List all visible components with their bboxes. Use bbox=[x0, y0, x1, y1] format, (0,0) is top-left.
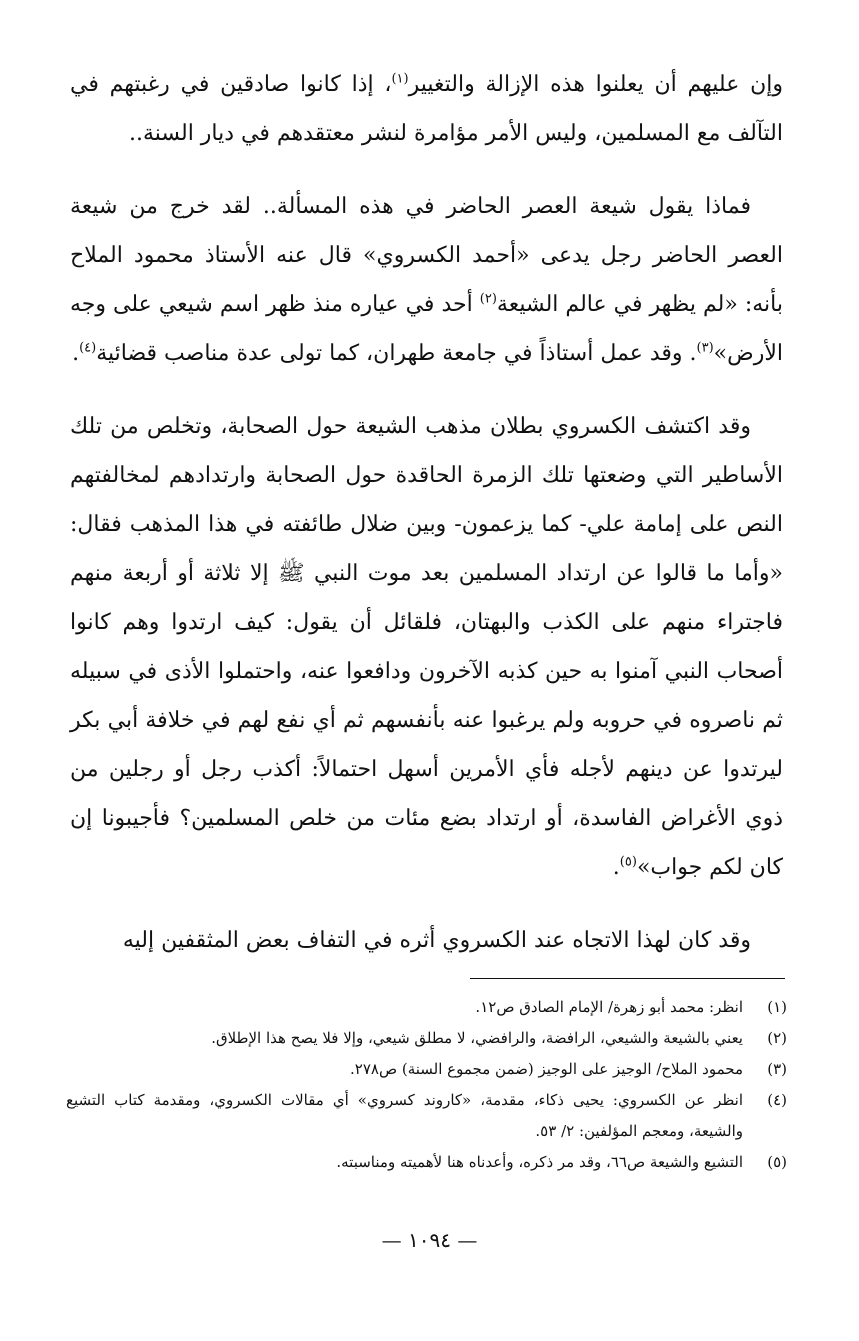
footnote-reference: (٣) bbox=[696, 340, 714, 356]
footnote-text: التشيع والشيعة ص٦٦، وقد مر ذكره، وأعدناه هنا لأهميته ومناسبته. bbox=[336, 1153, 743, 1171]
paragraph-text: . bbox=[612, 855, 620, 880]
footnote-number: (١) bbox=[767, 998, 787, 1016]
paragraph-text: . وقد عمل أستاذاً في جامعة طهران، كما تولى عدة مناصب قضائية bbox=[96, 341, 697, 366]
footnote-item bbox=[66, 992, 787, 1023]
footnotes bbox=[66, 992, 787, 1178]
footnote-number: (٢) bbox=[767, 1029, 787, 1047]
footnote-text: انظر عن الكسروي: يحيى ذكاء، مقدمة، «كاروند كسروي» أي مقالات الكسروي، ومقدمة كتاب التشيع والشيعة، ومعجم المؤلفين: ٢/ ٥٣. bbox=[66, 1091, 743, 1140]
footnote-reference: (٢) bbox=[479, 291, 497, 307]
paragraph-p1 bbox=[70, 60, 783, 158]
footnote-text: يعني بالشيعة والشيعي، الرافضة، والرافضي، لا مطلق شيعي، وإلا فلا يصح هذا الإطلاق. bbox=[211, 1029, 743, 1047]
paragraph-p3 bbox=[70, 402, 783, 892]
paragraph-text: وقد اكتشف الكسروي بطلان مذهب الشيعة حول الصحابة، وتخلص من تلك الأساطير التي وضعتها تلك الزمرة الحاقدة حول الصحابة وارتدادهم لمخالفتهم النص على إمامة علي- كما يزعمون- وبين ضلال طائفته في هذا المذهب فقال: «وأما ما قالوا عن ارتداد المسلمين بعد موت النبي ﷺ إلا ثلاثة أو أربعة منهم فاجتراء منهم على الكذب والبهتان، فلقائل أن يقول: كيف ارتدوا وهم كانوا أصحاب النبي آمنوا به حين كذبه الآخرون ودافعوا عنه، واحتملوا الأذى في سبيله ثم ناصروه في حروبه ولم يرغبوا عنه بأنفسهم ثم أي نفع لهم في خلافة أبي بكر ليرتدوا عن دينهم لأجله فأي الأمرين أسهل احتمالاً: أكذب رجل أو رجلين من ذوي الأغراض الفاسدة، أو ارتداد بضع مئات من خلص المسلمين؟ فأجيبونا إن كان لكم جواب» bbox=[70, 414, 783, 880]
paragraph-text: أحد في عياره منذ ظهر اسم شيعي على وجه الأرض» bbox=[70, 292, 783, 366]
page-number: — ١٠٩٤ — bbox=[381, 1228, 478, 1252]
footnote-reference: (٤) bbox=[79, 340, 97, 356]
paragraph-p4 bbox=[70, 916, 783, 965]
footnote-text: محمود الملاح/ الوجيز على الوجيز (ضمن مجموع السنة) ص٢٧٨. bbox=[350, 1060, 743, 1078]
footnote-item bbox=[66, 1085, 787, 1147]
footnote-separator bbox=[470, 978, 785, 979]
paragraph-p2 bbox=[70, 182, 783, 378]
footnote-item bbox=[66, 1023, 787, 1054]
footnote-item bbox=[66, 1147, 787, 1178]
paragraph-text: وقد كان لهذا الاتجاه عند الكسروي أثره في التفاف بعض المثقفين إليه bbox=[122, 928, 751, 953]
footnote-number: (٤) bbox=[767, 1091, 787, 1109]
main-text bbox=[70, 60, 783, 989]
footnote-reference: (٥) bbox=[619, 854, 637, 870]
footnote-item bbox=[66, 1054, 787, 1085]
paragraph-text: . bbox=[72, 341, 80, 366]
footnote-reference: (١) bbox=[391, 71, 409, 87]
footnote-text: انظر: محمد أبو زهرة/ الإمام الصادق ص١٢. bbox=[475, 998, 743, 1016]
footnote-number: (٣) bbox=[767, 1060, 787, 1078]
paragraph-text: وإن عليهم أن يعلنوا هذه الإزالة والتغيير bbox=[408, 72, 783, 97]
paragraph-text: فماذا يقول شيعة العصر الحاضر في هذه المسألة.. لقد خرج من شيعة العصر الحاضر رجل يدعى «أحمد الكسروي» قال عنه الأستاذ محمود الملاح بأنه: «لم يظهر في عالم الشيعة bbox=[70, 194, 783, 317]
paragraph-text: ، إذا كانوا صادقين في رغبتهم في التآلف مع المسلمين، وليس الأمر مؤامرة لنشر معتقدهم في ديار السنة.. bbox=[70, 72, 783, 146]
footnote-number: (٥) bbox=[767, 1153, 787, 1171]
